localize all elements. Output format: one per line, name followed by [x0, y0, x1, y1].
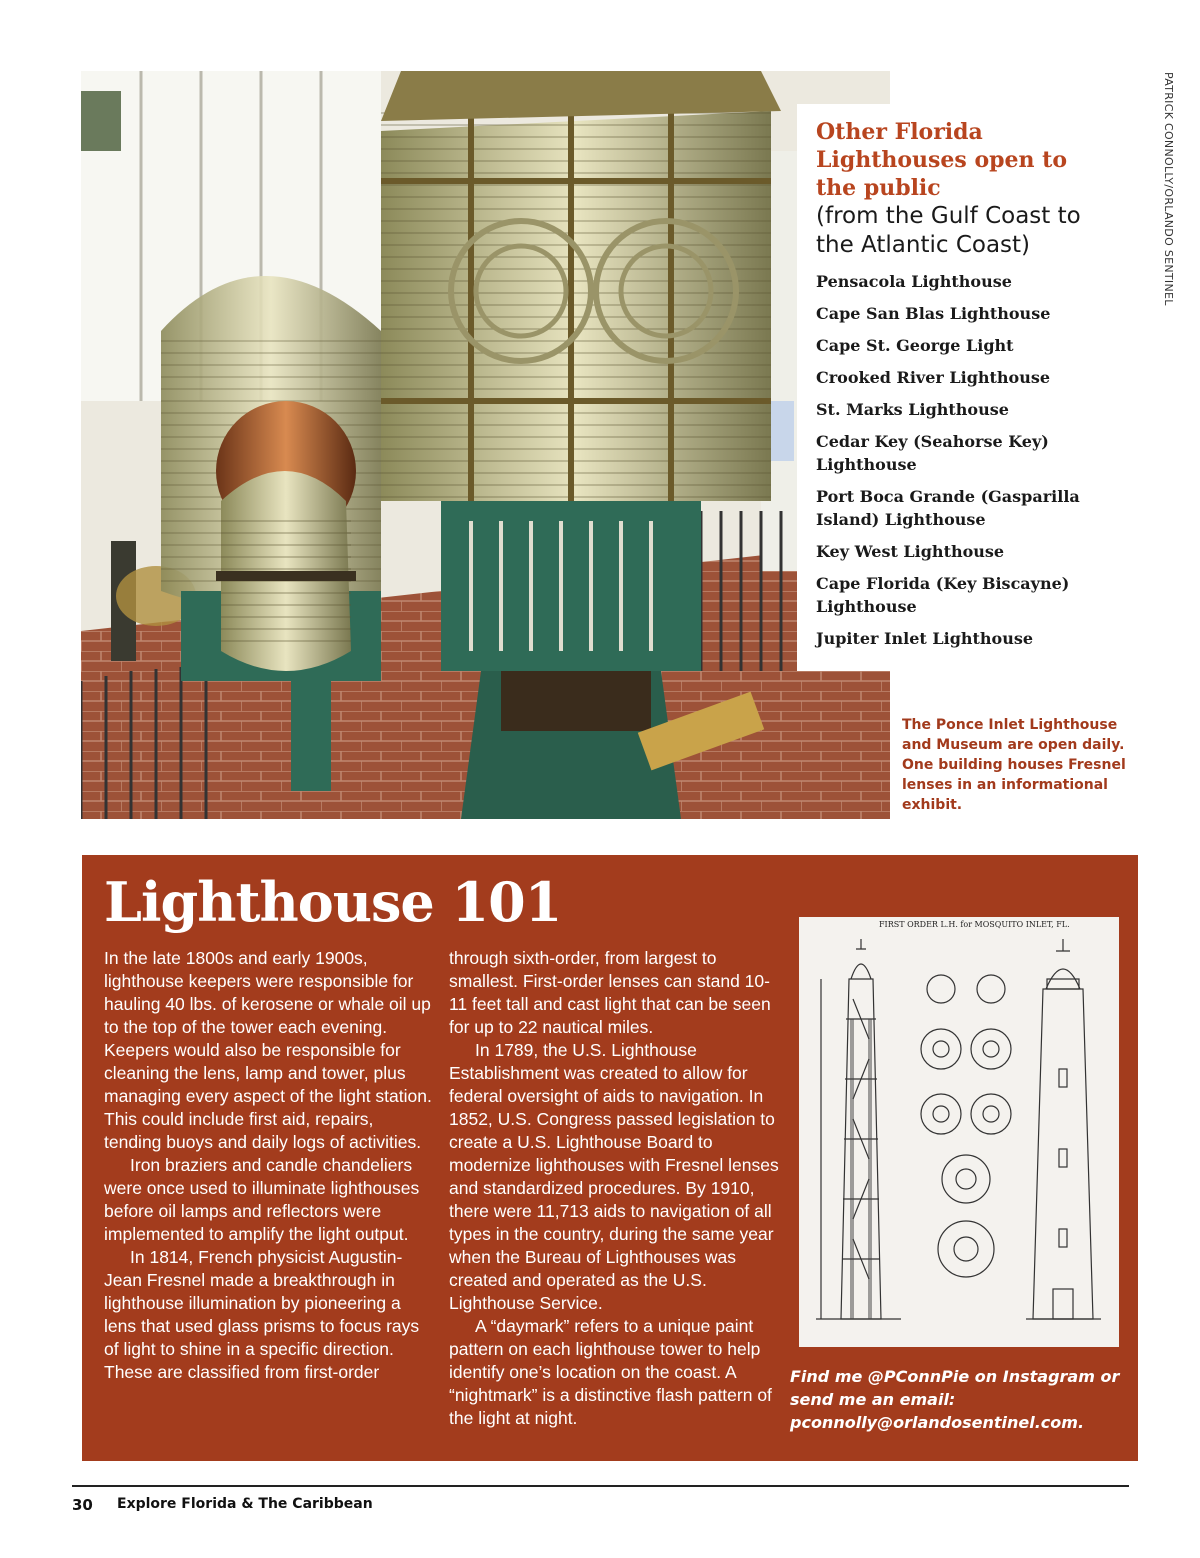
fresnel-lens-photo: [81, 71, 890, 819]
sidebar-heading: Other Florida Lighthouses open to the public: [816, 119, 1068, 201]
footer-rule: [72, 1485, 1129, 1487]
list-item: Jupiter Inlet Lighthouse: [816, 629, 1034, 648]
article-title: Lighthouse 101: [104, 870, 562, 934]
paragraph: A “daymark” refers to a unique paint pattern on each lighthouse tower to help identify one’s location on the coast. A “nightmark” is a distinctive flash pattern of the light at night.: [449, 1316, 772, 1428]
lighthouse-list: [816, 270, 1101, 650]
paragraph: In 1814, French physicist Augustin-Jean Fresnel made a breakthrough in lighthouse illumination by pioneering a lens that used glass prisms to focus rays of light to shine in a specific direction. These are classified from first-order: [104, 1247, 420, 1382]
paragraph: through sixth-order, from largest to smallest. First-order lenses can stand 10-11 feet tall and cast light that can be seen for up to 22 nautical miles.: [449, 948, 771, 1037]
lighthouse-blueprint-drawing: [799, 917, 1119, 1347]
list-item: Cedar Key (Seahorse Key) Lighthouse: [816, 432, 1049, 474]
blueprint-illustration: [801, 919, 1117, 1345]
florida-lighthouses-sidebar: [797, 104, 1111, 671]
article-column-2: [449, 947, 779, 1430]
list-item: Cape San Blas Lighthouse: [816, 304, 1051, 323]
list-item: Cape St. George Light: [816, 336, 1014, 355]
drawing-title: FIRST ORDER L.H. for MOSQUITO INLET, FL.: [879, 920, 1070, 929]
paragraph: In 1789, the U.S. Lighthouse Establishment was created to allow for federal oversight of aids to navigation. In 1852, U.S. Congress passed legislation to create a U.S. Lighthouse Board to modernize lighthouses with Fresnel lenses and standardized procedures. By 1910, there were 11,713 aids to navigation of all types in the country, during the same year when the Bureau of Lighthouses was created and operated as the U.S. Lighthouse Service.: [449, 1040, 779, 1313]
list-item: Port Boca Grande (Gasparilla Island) Lighthouse: [816, 487, 1080, 529]
paragraph: In the late 1800s and early 1900s, lighthouse keepers were responsible for hauling 40 lbs. of kerosene or whale oil up to the top of the tower each evening. Keepers would also be responsible for cleaning the lens, lamp and tower, plus managing every aspect of the light station. This could include first aid, repairs, tending buoys and daily logs of activities.: [104, 948, 432, 1152]
sidebar-subheading: (from the Gulf Coast to the Atlantic Coast): [816, 203, 1081, 258]
list-item: St. Marks Lighthouse: [816, 400, 1009, 419]
photo-caption: The Ponce Inlet Lighthouse and Museum are open daily. One building houses Fresnel lenses in an informational exhibit.: [902, 717, 1126, 813]
article-column-1: [104, 947, 434, 1384]
lighthouse-101-panel: [82, 855, 1138, 1461]
publication-name: Explore Florida & The Caribbean: [117, 1496, 373, 1512]
photo-credit: PATRICK CONNOLLY/ORLANDO SENTINEL: [1162, 72, 1175, 306]
list-item: Key West Lighthouse: [816, 542, 1005, 561]
list-item: Crooked River Lighthouse: [816, 368, 1051, 387]
page-number: 30: [72, 1496, 93, 1514]
paragraph: Iron braziers and candle chandeliers were once used to illuminate lighthouses before oil lamps and reflectors were implemented to amplify the light output.: [104, 1155, 420, 1244]
list-item: Cape Florida (Key Biscayne) Lighthouse: [816, 574, 1070, 616]
list-item: Pensacola Lighthouse: [816, 272, 1012, 291]
author-contact: Find me @PConnPie on Instagram or send me an email: pconnolly@orlandosentinel.com.: [790, 1367, 1120, 1432]
fresnel-lens-illustration: [81, 71, 890, 819]
